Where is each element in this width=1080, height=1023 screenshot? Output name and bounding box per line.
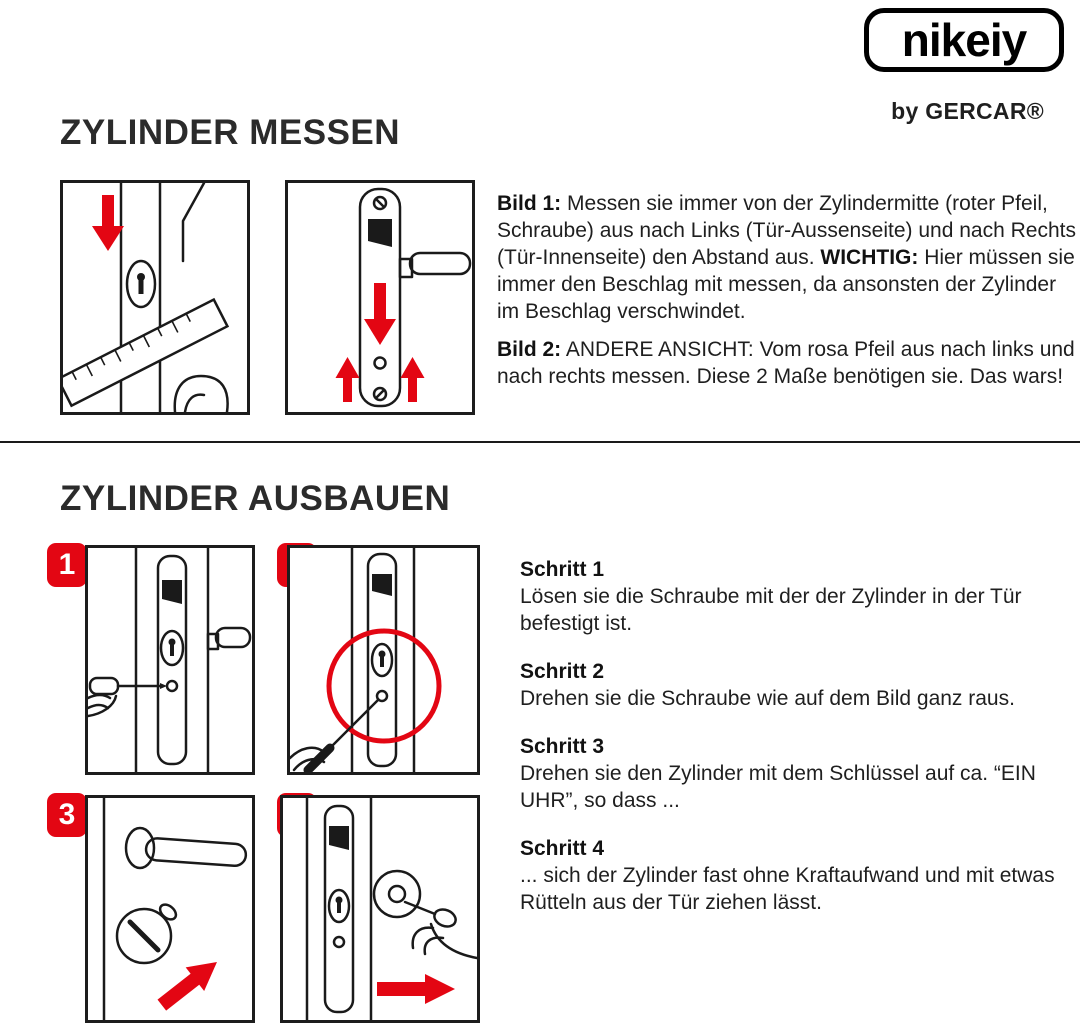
bild2-label: Bild 2: — [497, 338, 562, 361]
figure-step2 — [287, 545, 480, 775]
red-arrow-right-icon — [377, 974, 455, 1004]
brand-logo-text: nikeiy — [901, 14, 1027, 66]
section-title-ausbauen: ZYLINDER AUSBAUEN — [60, 479, 451, 518]
bild1-label: Bild 1: — [497, 192, 562, 215]
step-3 — [520, 733, 1080, 814]
cylinder-keyhole — [127, 261, 155, 307]
step2-illustration — [290, 548, 477, 772]
bild1-text-a: Messen sie immer von der Zylindermitte (roter Pfeil, Schraube) aus nach Links (Tür-Aussenseite) und nach Rechts (Tür-Innenseite) den Abstand aus. — [497, 192, 1076, 269]
figure-badge-3: 3 — [47, 793, 87, 837]
rosette-with-key — [117, 902, 179, 963]
figure-step1 — [85, 545, 255, 775]
figure-bild2 — [285, 180, 475, 415]
bild2-illustration — [288, 183, 472, 412]
hand-sketch — [175, 376, 228, 412]
red-focus-circle — [329, 631, 439, 741]
step-3-label: Schritt 3 — [520, 735, 605, 758]
step-4-label: Schritt 4 — [520, 837, 605, 860]
steps-column — [520, 556, 1080, 937]
step-3-text: Drehen sie den Zylinder mit dem Schlüssel auf ca. “EIN UHR”, so dass ... — [520, 762, 1036, 812]
latch — [162, 580, 182, 604]
section-title-messen: ZYLINDER MESSEN — [60, 113, 401, 152]
cylinder-keyhole — [329, 890, 349, 947]
red-arrow-up-right-icon — [153, 950, 227, 1017]
brand-byline: by GERCAR® — [891, 98, 1044, 124]
ruler — [63, 300, 227, 406]
step-1 — [520, 556, 1080, 637]
cylinder-pulled-hand — [374, 871, 477, 958]
bild1-paragraph — [497, 190, 1080, 325]
step1-illustration — [88, 548, 252, 772]
step-1-text: Lösen sie die Schraube mit der der Zylinder in der Tür befestigt ist. — [520, 585, 1022, 635]
bild2-text: ANDERE ANSICHT: Vom rosa Pfeil aus nach links und nach rechts messen. Diese 2 Maße benötigen sie. Das wars! — [497, 338, 1075, 388]
bild1-text-b: Hier müssen sie immer den Beschlag mit messen, da ansonsten der Zylinder im Beschlag verschwindet. — [497, 246, 1075, 323]
section-divider — [0, 441, 1080, 443]
cylinder-screw — [375, 358, 386, 369]
step-1-label: Schritt 1 — [520, 558, 605, 581]
door-handle — [126, 828, 247, 868]
figure-bild1 — [60, 180, 250, 415]
red-arrow-down-icon — [92, 195, 124, 251]
screwdriver-hand — [88, 678, 167, 716]
latch — [372, 574, 392, 596]
figure-step3 — [85, 795, 255, 1023]
brand-logo — [864, 8, 1064, 72]
bild2-paragraph — [497, 336, 1080, 390]
wichtig-label: WICHTIG: — [820, 246, 919, 269]
latch — [368, 219, 392, 247]
step-2-text: Drehen sie die Schraube wie auf dem Bild ganz raus. — [520, 687, 1015, 710]
bild1-illustration — [63, 183, 247, 412]
step3-illustration — [88, 798, 252, 1020]
figure-badge-1: 1 — [47, 543, 87, 587]
door-handle — [208, 628, 250, 649]
step4-illustration — [283, 798, 477, 1020]
step-2 — [520, 658, 1080, 712]
cylinder-keyhole — [372, 644, 392, 701]
step-2-label: Schritt 2 — [520, 660, 605, 683]
figure-step4 — [280, 795, 480, 1023]
step-4 — [520, 835, 1080, 916]
cylinder-keyhole — [161, 631, 183, 691]
step-4-text: ... sich der Zylinder fast ohne Kraftaufwand und mit etwas Rütteln aus der Tür ziehen lässt. — [520, 864, 1055, 914]
red-arrow-down-icon — [364, 283, 396, 345]
messen-text-column — [497, 190, 1080, 390]
door-handle — [400, 253, 470, 277]
latch — [329, 826, 349, 850]
